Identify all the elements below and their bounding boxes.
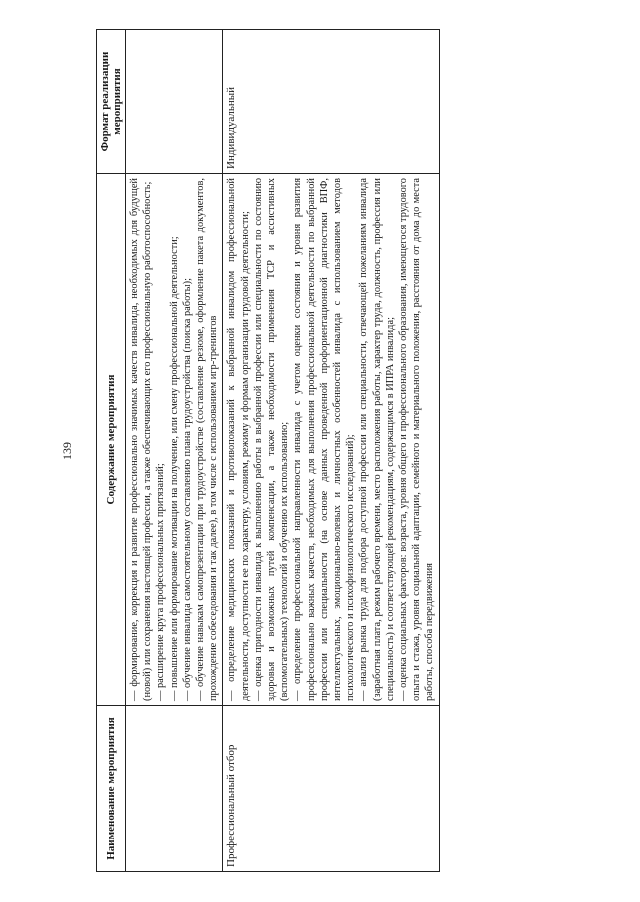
content-item: — расширение круга профессиональных притязаний; bbox=[155, 463, 167, 701]
content-item: — определение медицинских показаний и противопоказаний к выбранной инвалидом профессиональной деятельности, доступности ее по характеру, условиям, режиму и формам организации трудовой деятельности; bbox=[226, 178, 251, 701]
content-item: — повышение или формирование мотивации на получение, или смену профессиональной деятельности; bbox=[168, 236, 180, 701]
content-item: — оценка социальных факторов: возраста, уровня общего и профессионального образования, имеющегося трудового опыта и стажа, уровня социальной адаптации, семейного и материального положения, расстояния от дома до места работы, способа передвижения bbox=[398, 178, 436, 701]
row-name-cell bbox=[126, 706, 223, 872]
row-content-cell bbox=[126, 174, 223, 706]
activities-table bbox=[96, 29, 440, 872]
header-format: Формат реализации мероприятия bbox=[97, 30, 126, 174]
content-item: — анализ рынка труда для подбора доступной профессии или специальности, отвечающей пожеланиям инвалида (заработная плата, режим рабочего времени, место расположения работы, характер труда, должность, профессия или специальность) и соответствующей рекомендациям, содержащимся в ИПРА инвалида; bbox=[358, 178, 396, 701]
header-content: Содержание мероприятия bbox=[97, 174, 126, 706]
content-item: — обучение инвалида самостоятельному составлению плана трудоустройства (поиска работы); bbox=[181, 277, 193, 701]
table-row bbox=[223, 30, 439, 872]
table-header-row bbox=[97, 30, 126, 872]
table-row bbox=[126, 30, 223, 872]
content-item: — определение профессиональной направленности инвалида с учетом оценки состояния и уровня развития профессионально важных качеств, необходимых для выполнения профессиональной деятельности по выбранной профессии или специальности (на основе данных проведенной профориентационной диагностики ВПФ, интеллектуальных, эмоционально-волевых и личностных особенностей инвалида с использованием методов психологического и психофизиологического исследований); bbox=[292, 178, 357, 701]
header-name: Наименование мероприятия bbox=[97, 706, 126, 872]
row-name-cell: Профессиональный отбор bbox=[223, 706, 439, 872]
rotated-landscape-content bbox=[60, 30, 610, 872]
content-item: — оценка пригодности инвалида к выполнению работы в выбранной профессии или специальности по состоянию здоровья и возможных путей компенсации, а также необходимости применения ТСР и ассистивных (вспомогательных) технологий и обучению их использованию; bbox=[252, 178, 291, 701]
row-format-cell bbox=[126, 30, 223, 174]
content-item: — формирование, коррекция и развитие профессионально значимых качеств инвалида, необходимых для будущей (новой) или сохранения настоящей профессии, а также обеспечивающих его профессиональную работоспособность; bbox=[129, 178, 154, 701]
row-format-cell: Индивидуальный bbox=[223, 30, 439, 174]
page-number: 139 bbox=[60, 442, 74, 460]
content-item: — обучение навыкам самопрезентации при трудоустройстве (составление резюме, оформление пакета документов, прохождение собеседования и так далее), в том числе с использованием игр-тренингов bbox=[195, 178, 220, 701]
row-content-cell bbox=[223, 174, 439, 706]
